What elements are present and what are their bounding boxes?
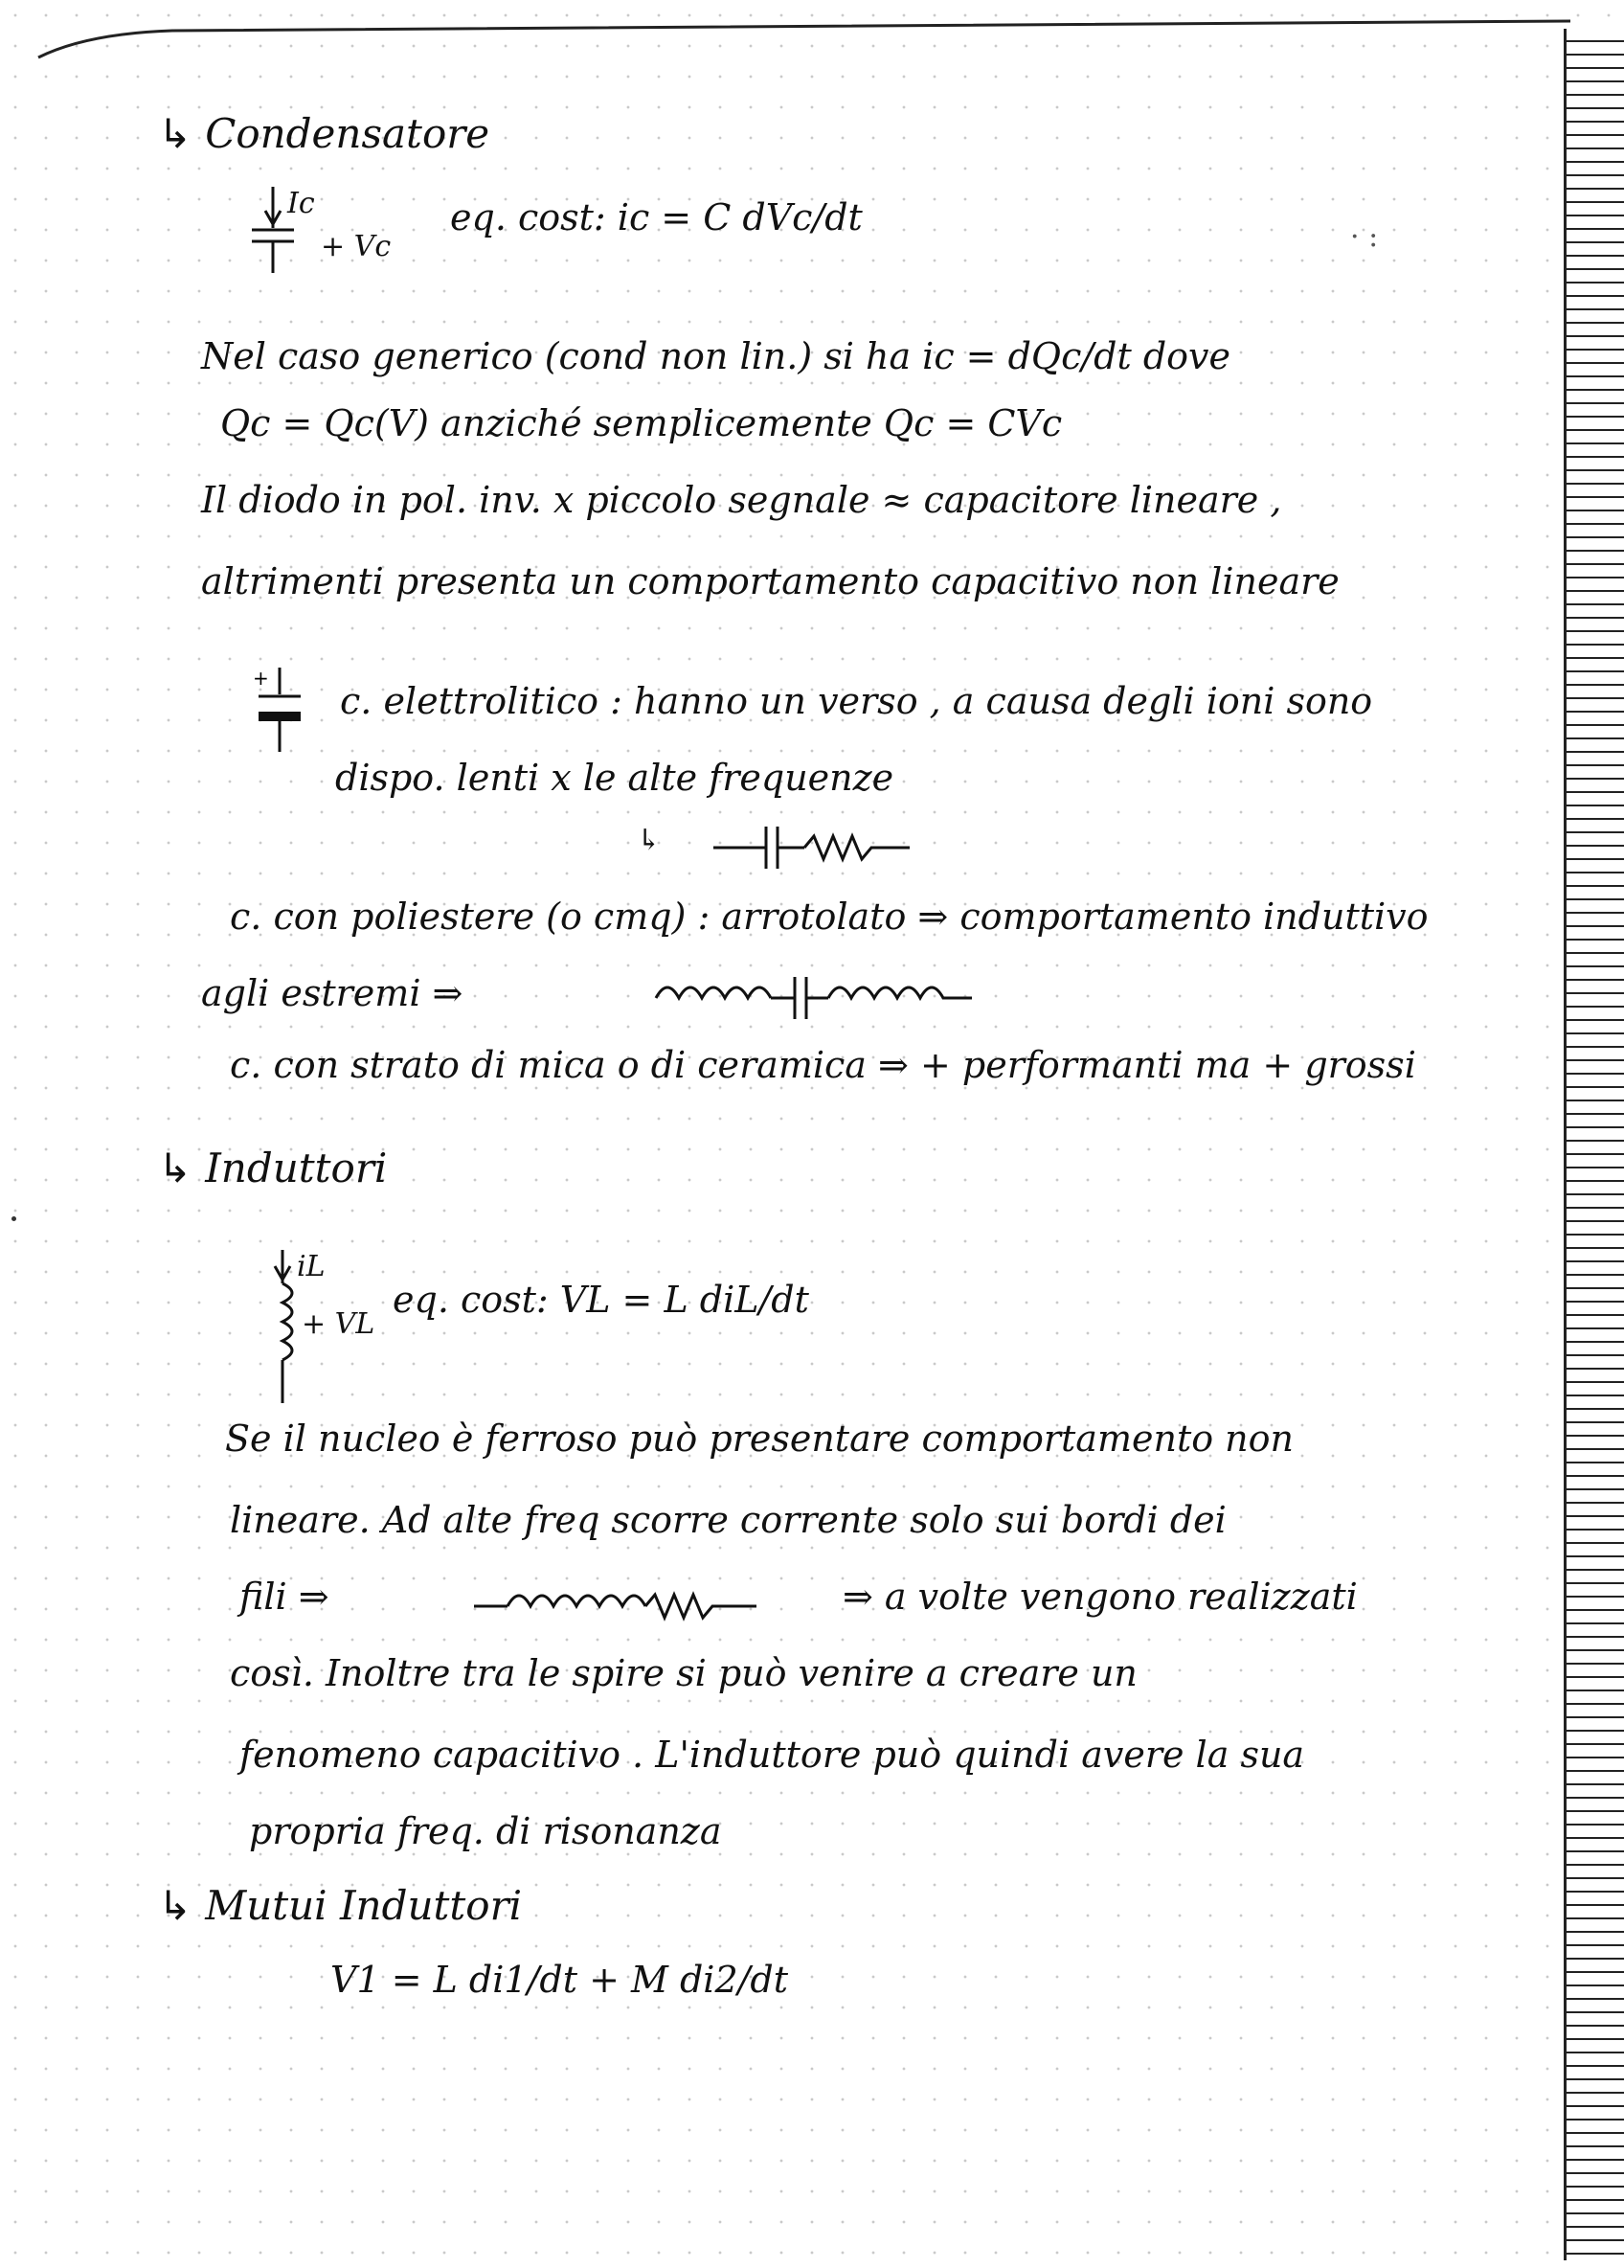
inductor-text-line: propria freq. di risonanza [249,1810,722,1852]
inductor-fili-suffix: ⇒ a volte vengono realizzati [843,1576,1358,1618]
inductor-current-label: iL [297,1250,326,1283]
heading-inductors: ↳ Induttori [158,1145,388,1191]
inductor-text-line: fili ⇒ [239,1576,329,1618]
model-arrow-icon: ↳ [637,824,662,857]
capacitor-text-line: Qc = Qc(V) anziché semplicemente Qc = CVc [220,402,1063,444]
capacitor-text-line: c. con strato di mica o di ceramica ⇒ + performanti ma + grossi [230,1044,1416,1086]
inductor-text-line: così. Inoltre tra le spire si può venire a creare un [230,1652,1138,1694]
stray-mark [11,1216,16,1221]
inductor-resistor-model-icon [469,1576,814,1633]
inductor-text-line: Se il nucleo è ferroso può presentare comportamento non [225,1418,1294,1460]
heading-mutual-inductors: ↳ Mutui Induttori [158,1882,523,1929]
capacitor-resistor-model-icon [709,819,919,876]
arrow-icon: ↳ [158,1145,192,1191]
mutual-equation: V1 = L di1/dt + M di2/dt [330,1959,789,2001]
capacitor-text-line: c. con poliestere (o cmq) : arrotolato ⇒ comportamento induttivo [230,896,1429,938]
arrow-icon: ↳ [158,110,192,157]
capacitor-text-line: Il diodo in pol. inv. x piccolo segnale ≈ capacitore lineare , [201,479,1282,521]
inductor-capacitor-inductor-model-icon [651,967,977,1025]
capacitor-text-line: agli estremi ⇒ [201,972,463,1014]
capacitor-text-line: Nel caso generico (cond non lin.) si ha ic = dQc/dt dove [201,335,1231,377]
arrow-icon: ↳ [158,1882,192,1929]
electrolytic-text-line: dispo. lenti x le alte frequenze [335,757,894,799]
capacitor-current-label: Ic [287,187,315,220]
svg-text:+: + [253,667,269,690]
electrolytic-text-line: c. elettrolitico : hanno un verso , a causa degli ioni sono [340,680,1373,722]
inductor-equation: eq. cost: VL = L diL/dt [393,1279,809,1321]
electrolytic-capacitor-icon [251,666,308,761]
inductor-text-line: fenomeno capacitivo . L'induttore può quindi avere la sua [239,1734,1305,1776]
capacitor-voltage-label: + Vc [321,230,392,263]
perforated-margin [1564,29,1624,2260]
stray-dots: · : [1350,220,1379,254]
capacitor-text-line: altrimenti presenta un comportamento capacitivo non lineare [201,560,1340,602]
inductor-voltage-label: + VL [302,1307,375,1341]
capacitor-equation: eq. cost: ic = C dVc/dt [450,196,863,238]
inductor-text-line: lineare. Ad alte freq scorre corrente solo sui bordi dei [230,1499,1227,1541]
heading-capacitor: ↳ Condensatore [158,110,490,157]
